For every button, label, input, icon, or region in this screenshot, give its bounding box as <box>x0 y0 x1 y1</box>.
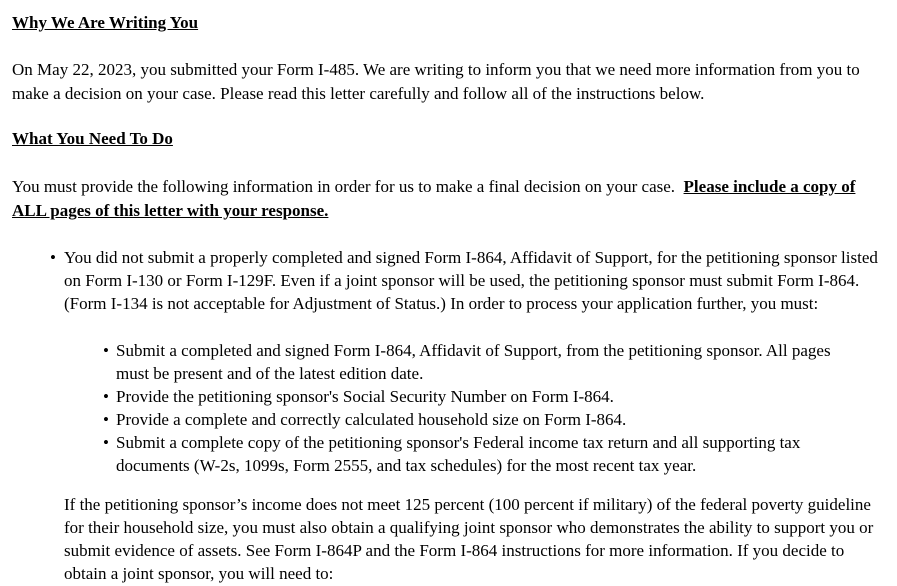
what-paragraph <box>12 175 892 222</box>
what-body-text: You must provide the following information in order for us to make a final decision on your case. <box>12 177 676 196</box>
sub-bullet-text: Submit a complete copy of the petitioning sponsor's Federal income tax return and all supporting tax documents (W-2s, 1099s, Form 2555, and tax schedules) for the most recent tax year. <box>116 433 801 475</box>
why-heading: Why We Are Writing You <box>12 13 199 32</box>
what-heading: What You Need To Do <box>12 129 173 148</box>
bullet-icon: • <box>103 433 109 452</box>
sub-bullet-text: Submit a completed and signed Form I-864, Affidavit of Support, from the petitioning sponsor. All pages must be present and of the latest edition date. <box>116 341 831 383</box>
bullet-icon: • <box>103 410 109 429</box>
bullet-icon: • <box>50 248 56 267</box>
sub-bullet-item <box>103 431 856 477</box>
why-paragraph: On May 22, 2023, you submitted your Form I-485. We are writing to inform you that we need more information from you to make a decision on your case. Please read this letter carefully and follow all of the instructions below. <box>12 60 860 103</box>
sub-bullet-text: Provide the petitioning sponsor's Social Security Number on Form I-864. <box>116 387 614 406</box>
sub-bullet-item <box>103 408 856 431</box>
bullet-icon: • <box>103 341 109 360</box>
bullet-icon: • <box>103 387 109 406</box>
main-bullet-item <box>50 246 890 315</box>
main-bullet-text: You did not submit a properly completed and signed Form I-864, Affidavit of Support, for the petitioning sponsor listed on Form I-130 or Form I-129F. Even if a joint sponsor will be used, the petitioning sponsor must submit Form I-864. (Form I-134 is not acceptable for Adjustment of Status.) In order to process your application further, you must: <box>64 248 878 313</box>
sub-bullet-text: Provide a complete and correctly calculated household size on Form I-864. <box>116 410 627 429</box>
joint-sponsor-paragraph: If the petitioning sponsor’s income does not meet 125 percent (100 percent if military) of the federal poverty guideline for their household size, you must also obtain a qualifying joint sponsor who demonstrates the ability to support you or submit evidence of assets. See Form I-864P and the Form I-864 instructions for more information. If you decide to obtain a joint sponsor, you will need to: <box>64 495 874 583</box>
include-letter-instruction: Please include a copy of ALL pages of this letter with your response. <box>12 177 856 220</box>
sub-bullet-item <box>103 339 856 385</box>
sub-bullet-item <box>103 385 856 408</box>
